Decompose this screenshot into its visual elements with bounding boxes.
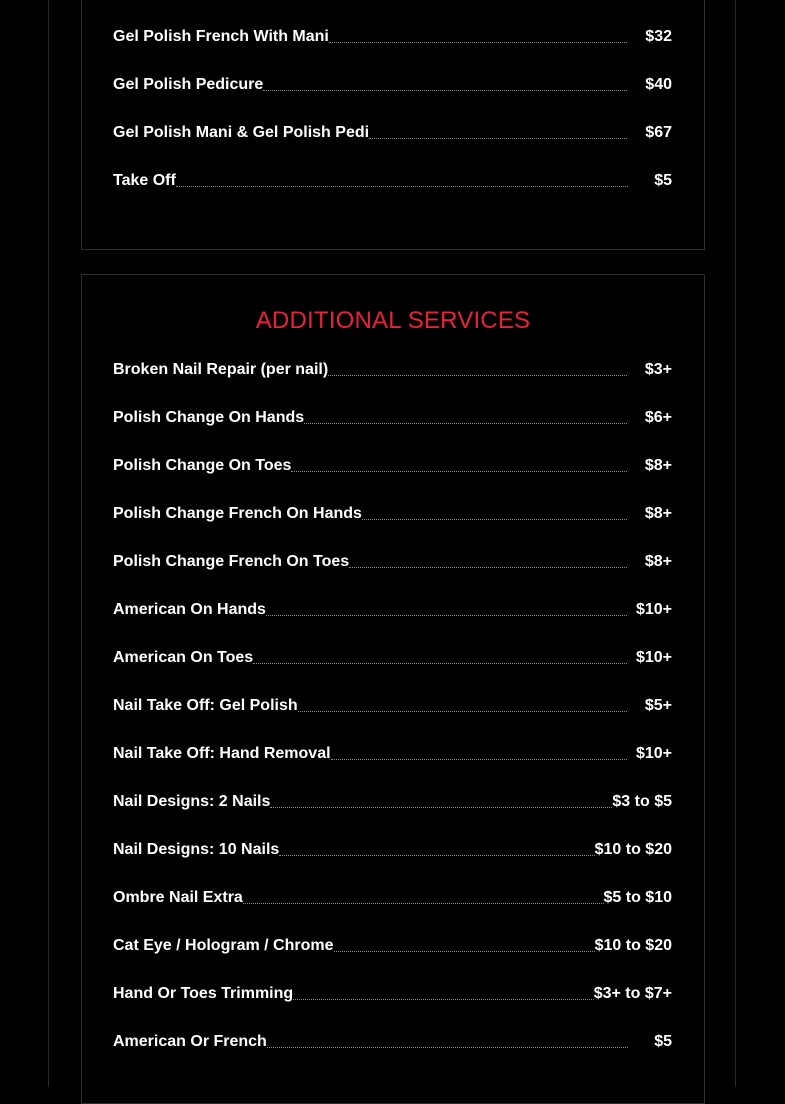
- service-price: $8+: [644, 457, 672, 474]
- menu-row: [113, 838, 672, 860]
- service-name: Take Off: [113, 172, 176, 189]
- service-name: Hand Or Toes Trimming: [113, 985, 294, 1002]
- menu-row: [113, 550, 672, 572]
- service-name: Polish Change On Hands: [113, 409, 305, 426]
- menu-row: [113, 406, 672, 428]
- service-name: Nail Designs: 10 Nails: [113, 841, 280, 858]
- service-price: $40: [645, 76, 672, 93]
- service-price: $5+: [644, 697, 672, 714]
- service-price: $5: [654, 172, 672, 189]
- service-price: $32: [645, 28, 672, 45]
- service-name: American Or French: [113, 1033, 267, 1050]
- menu-row: [113, 121, 672, 143]
- service-price: $10+: [635, 601, 672, 618]
- service-price: $8+: [644, 553, 672, 570]
- service-name: Nail Designs: 2 Nails: [113, 793, 271, 810]
- service-price: $3+ to $7+: [593, 985, 672, 1002]
- menu-row: [113, 73, 672, 95]
- menu-row: [113, 886, 672, 908]
- dotted-leader: [266, 615, 627, 616]
- service-name: Nail Take Off: Gel Polish: [113, 697, 298, 714]
- dotted-leader: [331, 759, 627, 760]
- dotted-leader: [334, 951, 595, 952]
- dotted-leader: [176, 186, 628, 187]
- dotted-leader: [298, 711, 627, 712]
- service-price: $5: [654, 1033, 672, 1050]
- service-price: $10+: [635, 649, 672, 666]
- dotted-leader: [279, 855, 594, 856]
- dotted-leader: [369, 138, 627, 139]
- service-price: $5 to $10: [603, 889, 672, 906]
- dotted-leader: [263, 90, 627, 91]
- service-price: $3 to $5: [612, 793, 672, 810]
- service-name: American On Toes: [113, 649, 254, 666]
- additional-services-panel: [81, 274, 705, 1104]
- dotted-leader: [304, 423, 627, 424]
- service-price: $10 to $20: [594, 937, 672, 954]
- service-name: American On Hands: [113, 601, 266, 618]
- menu-row: [113, 694, 672, 716]
- service-price: $3+: [644, 361, 672, 378]
- dotted-leader: [253, 663, 627, 664]
- dotted-leader: [267, 1047, 628, 1048]
- menu-row: [113, 598, 672, 620]
- service-name: Polish Change French On Toes: [113, 553, 350, 570]
- dotted-leader: [293, 999, 594, 1000]
- service-name: Polish Change French On Hands: [113, 505, 362, 522]
- menu-row: [113, 646, 672, 668]
- menu-row: [113, 1030, 672, 1052]
- dotted-leader: [362, 519, 627, 520]
- menu-row: [113, 358, 672, 380]
- menu-row: [113, 742, 672, 764]
- service-price: $67: [645, 124, 672, 141]
- dotted-leader: [329, 42, 627, 43]
- service-name: Cat Eye / Hologram / Chrome: [113, 937, 334, 954]
- service-name: Nail Take Off: Hand Removal: [113, 745, 331, 762]
- service-name: Gel Polish French With Mani: [113, 28, 329, 45]
- service-price: $6+: [644, 409, 672, 426]
- menu-row: [113, 169, 672, 191]
- service-name: Gel Polish Pedicure: [113, 76, 264, 93]
- menu-row: [113, 454, 672, 476]
- dotted-leader: [328, 375, 627, 376]
- service-price: $8+: [644, 505, 672, 522]
- menu-row: [113, 790, 672, 812]
- service-name: Ombre Nail Extra: [113, 889, 243, 906]
- dotted-leader: [291, 471, 626, 472]
- dotted-leader: [270, 807, 612, 808]
- dotted-leader: [243, 903, 604, 904]
- service-name: Polish Change On Toes: [113, 457, 292, 474]
- service-price: $10 to $20: [594, 841, 672, 858]
- menu-row: [113, 934, 672, 956]
- service-price: $10+: [635, 745, 672, 762]
- dotted-leader: [349, 567, 627, 568]
- menu-row: [113, 25, 672, 47]
- gel-polish-panel: [81, 0, 705, 250]
- section-title: ADDITIONAL SERVICES: [255, 307, 531, 334]
- menu-row: [113, 502, 672, 524]
- menu-row: [113, 982, 672, 1004]
- service-name: Broken Nail Repair (per nail): [113, 361, 329, 378]
- service-name: Gel Polish Mani & Gel Polish Pedi: [113, 124, 370, 141]
